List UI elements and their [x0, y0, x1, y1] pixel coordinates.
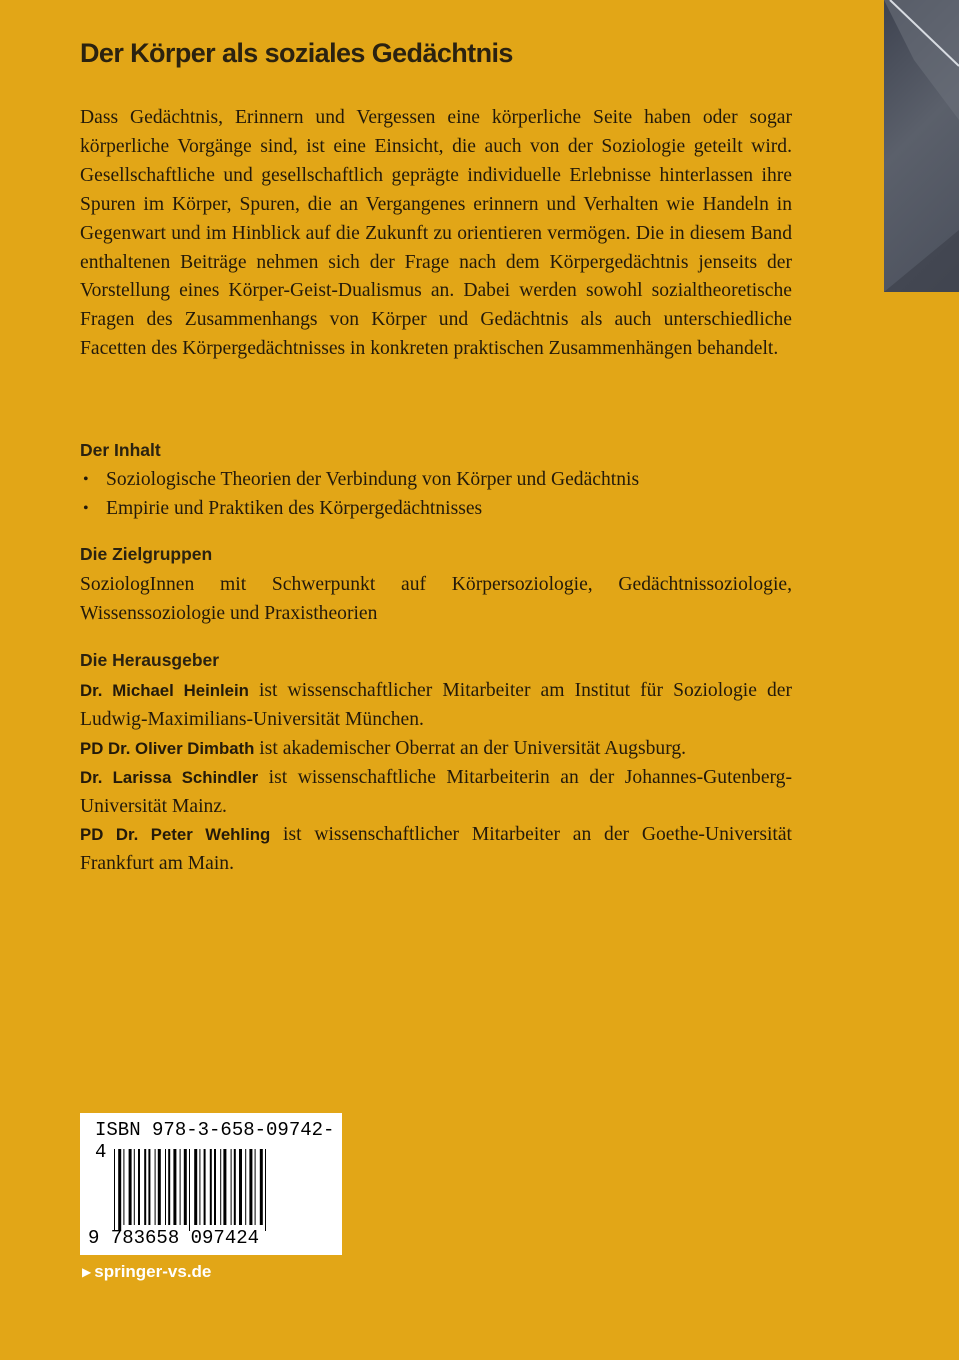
barcode-bar [260, 1149, 263, 1225]
corner-graphic [884, 0, 959, 292]
editor-entry: PD Dr. Peter Wehling ist wissenschaftlicher Mitarbeiter an der Goethe-Universität Frankfurt am Main. [80, 824, 792, 874]
barcode-bar [255, 1149, 256, 1225]
editor-name: PD Dr. Peter Wehling [80, 825, 271, 844]
list-item: • Empirie und Praktiken des Körpergedächtnisses [83, 497, 483, 519]
barcode-bar [165, 1149, 166, 1225]
barcode-bar [184, 1149, 187, 1225]
barcode-bar [168, 1149, 170, 1225]
barcode-bar [114, 1149, 115, 1231]
publisher-link[interactable] [82, 1262, 211, 1282]
barcode-bar [155, 1149, 156, 1225]
editor-name: Dr. Michael Heinlein [80, 681, 249, 700]
inhalt-heading: Der Inhalt [80, 440, 161, 460]
barcode-bar [204, 1149, 206, 1225]
isbn-label: ISBN 978-3-658-09742-4 [95, 1119, 335, 1163]
barcode-bar [173, 1149, 176, 1225]
barcode-bar [231, 1149, 232, 1225]
barcode-bar [223, 1149, 226, 1225]
barcode-bar [189, 1149, 190, 1231]
barcode-bar [194, 1149, 197, 1225]
editor-entry: PD Dr. Oliver Dimbath ist akademischer Oberrat an der Universität Augsburg. [80, 738, 687, 759]
barcode-bar [214, 1149, 216, 1225]
list-item: • Soziologische Theorien der Verbindung von Körper und Gedächtnis [83, 469, 640, 490]
barcode-bar [158, 1149, 161, 1225]
intro-paragraph: Dass Gedächtnis, Erinnern und Vergessen eine körperliche Seite haben oder sogar körperliche Vorgänge sind, ist eine Einsicht, die auch von der Soziologie geteilt wird. Gesellschaftliche und gesellschaftlich geprägte individuelle Erlebnisse hinterlassen ihre Spuren im Körper, Spuren, die an Vergangenes erinnern und Verhalten wie Handeln in Gegenwart und im Hinblick auf die Zukunft zu orientieren vermögen. Die in diesem Band enthaltenen Beiträge nehmen sich der Frage nach dem Körpergedächtnis jenseits der Vorstellung eines Körper-Geist-Dualismus an. Dabei werden sowohl sozialtheoretische Fragen des Zusammenhangs von Körper und Gedächtnis als auch unterschiedliche Facetten des Körpergedächtnisses in konkreten praktischen Zusammenhängen behandelt. [80, 107, 792, 360]
barcode-bar [148, 1149, 150, 1225]
barcode-bar [265, 1149, 266, 1231]
barcode-bar [234, 1149, 236, 1225]
barcode-bar [245, 1149, 246, 1225]
zielgruppen-text: SoziologInnen mit Schwerpunkt auf Körpersoziologie, Gedächtnissoziologie, Wissenssoziologie und Praxistheorien [80, 574, 792, 624]
barcode-bar [210, 1149, 212, 1225]
isbn-digits: 9 783658 097424 [88, 1227, 260, 1249]
book-title: Der Körper als soziales Gedächtnis [80, 38, 513, 68]
barcode-bar [180, 1149, 181, 1225]
herausgeber-heading: Die Herausgeber [80, 650, 220, 670]
editor-name: Dr. Larissa Schindler [80, 768, 259, 787]
publisher-url: springer-vs.de [94, 1262, 212, 1281]
barcode-bar [134, 1149, 135, 1225]
barcode-bar [144, 1149, 146, 1225]
zielgruppen-heading: Die Zielgruppen [80, 544, 213, 564]
barcode-bar [138, 1149, 140, 1225]
barcode-bar [220, 1149, 221, 1225]
inhalt-list [80, 466, 792, 523]
editor-name: PD Dr. Oliver Dimbath [80, 739, 255, 758]
play-arrow-icon: ▶ [82, 1265, 92, 1279]
barcode-bar [199, 1149, 200, 1225]
isbn-barcode [80, 1113, 342, 1255]
editor-entry: Dr. Larissa Schindler ist wissenschaftliche Mitarbeiterin an der Johannes-Gutenberg-Universität Mainz. [80, 767, 793, 817]
barcode-bar [118, 1149, 121, 1231]
barcode-bar [239, 1149, 242, 1225]
barcode-bar [123, 1149, 124, 1225]
barcode-bars [114, 1149, 314, 1231]
barcode-bar [249, 1149, 252, 1225]
barcode-bar [129, 1149, 132, 1225]
editor-entry: Dr. Michael Heinlein ist wissenschaftlicher Mitarbeiter am Institut für Soziologie der Ludwig-Maximilians-Universität München. [80, 680, 792, 730]
